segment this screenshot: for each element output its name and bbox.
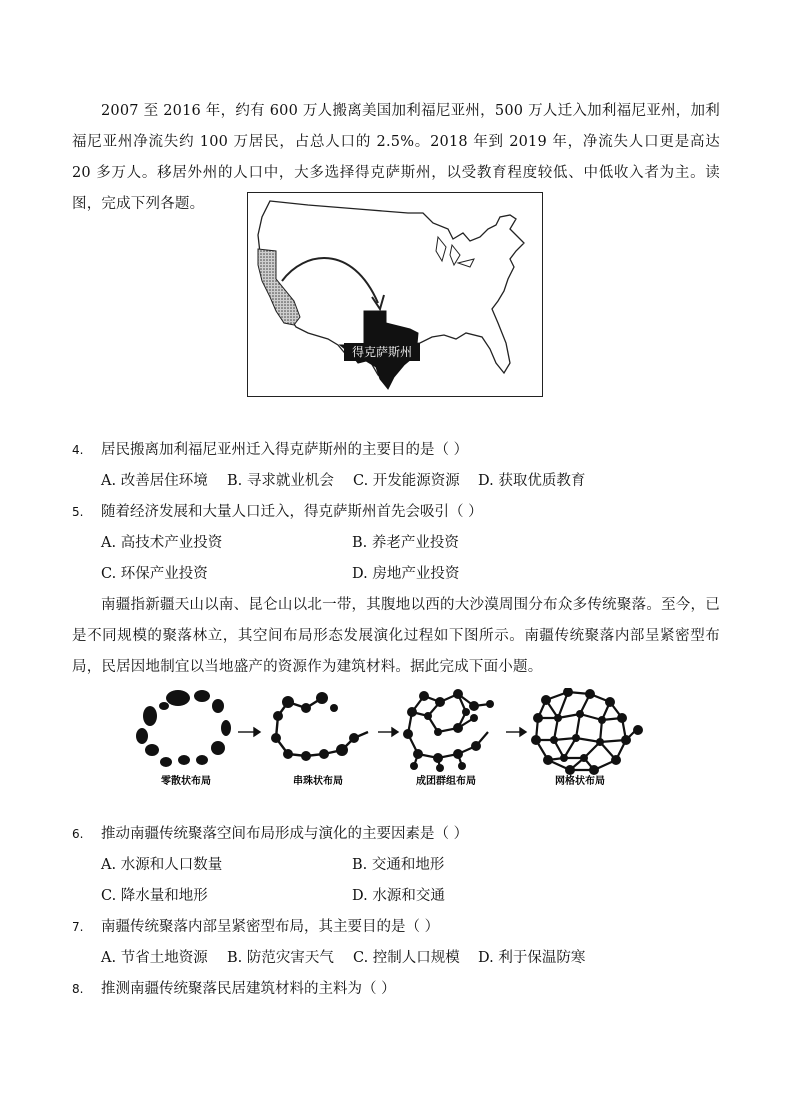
option-c[interactable]: C. 开发能源资源	[353, 473, 460, 489]
option-b[interactable]: B. 养老产业投资	[352, 535, 459, 551]
settlement-diagram	[128, 688, 658, 788]
question-7-options	[101, 947, 585, 969]
texas-label: 得克萨斯州	[351, 345, 413, 359]
caption-grid: 网格状布局	[555, 776, 605, 787]
caption-scattered: 零散状布局	[161, 776, 211, 787]
question-5-options-row1	[101, 532, 459, 554]
question-number: 8.	[72, 982, 84, 996]
cluster-layout-graphic	[403, 689, 494, 772]
arrow-1	[238, 728, 260, 736]
passage-south-xinjiang: 南疆指新疆天山以南、昆仑山以北一带，其腹地以西的大沙漠周围分布众多传统聚落。至今，已是不同规模的聚落林立，其空间布局形态发展演化过程如下图所示。南疆传统聚落内部呈紧密型布局，民居因地制宜以当地盛产的资源作为建筑材料。据此完成下面小题。	[72, 597, 720, 675]
us-map-figure	[248, 193, 541, 395]
question-stem: 推动南疆传统聚落空间布局形成与演化的主要因素是（ ）	[101, 826, 469, 842]
question-5-options-row2	[101, 563, 459, 585]
us-migration-map	[247, 192, 543, 397]
passage-california-migration: 2007 至 2016 年，约有 600 万人搬离美国加利福尼亚州，500 万人迁入加利福尼亚州，加利福尼亚州净流失约 100 万居民，占总人口的 2.5%。2018 年到 2019 年，净流失人口更是高达 20 多万人。移居外州的人口中，大多选择得克萨斯州，以受教育程度较低、中低收入者为主。读图，完成下列各题。	[72, 103, 720, 212]
question-4	[72, 439, 468, 461]
scattered-layout-graphic	[136, 690, 231, 767]
settlement-evolution-figure	[128, 688, 658, 788]
option-d[interactable]: D. 房地产业投资	[352, 566, 460, 582]
question-number: 7.	[72, 920, 84, 934]
grid-layout-graphic	[531, 688, 643, 775]
option-c[interactable]: C. 控制人口规模	[353, 950, 460, 966]
caption-bead: 串珠状布局	[293, 776, 343, 787]
option-d[interactable]: D. 水源和交通	[352, 888, 445, 904]
option-a[interactable]: A. 高技术产业投资	[101, 535, 223, 551]
option-b[interactable]: B. 防范灾害天气	[227, 950, 334, 966]
caption-cluster: 成团群组布局	[416, 776, 476, 787]
question-8	[72, 978, 396, 1000]
question-7	[72, 916, 439, 938]
question-number: 4.	[72, 443, 84, 457]
question-number: 5.	[72, 505, 84, 519]
question-6-options-row2	[101, 885, 445, 907]
question-number: 6.	[72, 827, 84, 841]
option-d[interactable]: D. 利于保温防寒	[478, 950, 586, 966]
bead-layout-graphic	[271, 692, 368, 761]
question-stem: 随着经济发展和大量人口迁入，得克萨斯州首先会吸引（ ）	[101, 504, 483, 520]
arrow-2	[378, 728, 398, 736]
option-c[interactable]: C. 环保产业投资	[101, 566, 208, 582]
question-6	[72, 823, 468, 845]
option-b[interactable]: B. 寻求就业机会	[227, 473, 334, 489]
option-a[interactable]: A. 节省土地资源	[101, 950, 208, 966]
question-stem: 南疆传统聚落内部呈紧密型布局，其主要目的是（ ）	[101, 919, 440, 935]
option-c[interactable]: C. 降水量和地形	[101, 888, 208, 904]
question-stem: 推测南疆传统聚落民居建筑材料的主料为（ ）	[101, 981, 396, 997]
option-a[interactable]: A. 水源和人口数量	[101, 857, 223, 873]
option-d[interactable]: D. 获取优质教育	[478, 473, 586, 489]
option-a[interactable]: A. 改善居住环境	[101, 473, 208, 489]
question-stem: 居民搬离加利福尼亚州迁入得克萨斯州的主要目的是（ ）	[101, 442, 469, 458]
question-5	[72, 501, 483, 523]
arrow-3	[506, 728, 526, 736]
question-4-options	[101, 470, 585, 492]
question-6-options-row1	[101, 854, 444, 876]
option-b[interactable]: B. 交通和地形	[352, 857, 445, 873]
